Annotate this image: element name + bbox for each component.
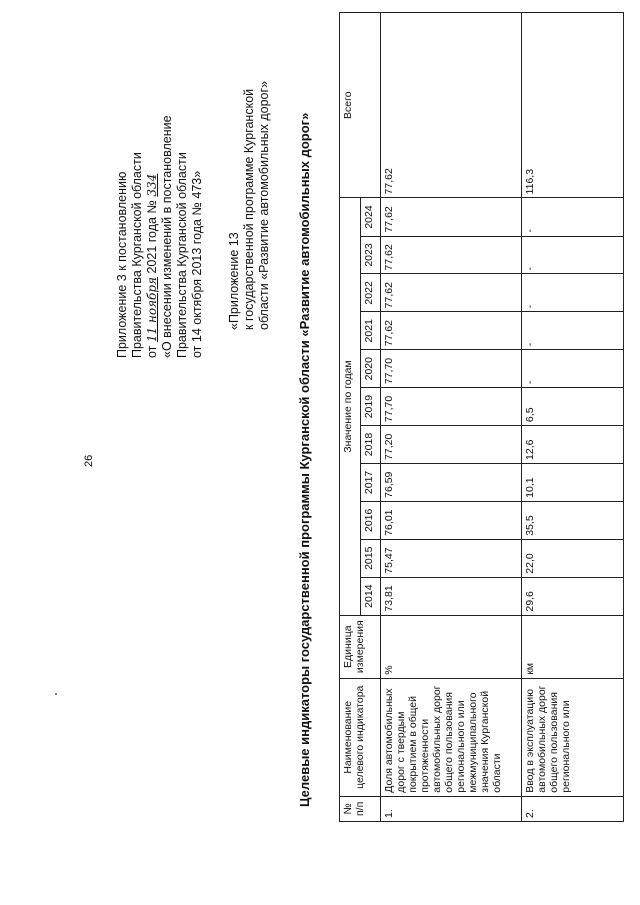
row-value: 29,6 bbox=[521, 577, 623, 615]
row-name: Ввод в эксплуатацию автомобильных дорог общего пользования регионального или bbox=[521, 678, 623, 796]
appendix-line-5: Правительства Курганской области bbox=[175, 152, 189, 358]
prilozhenie-line-3: области «Развитие автомобильных дорог» bbox=[257, 80, 271, 330]
row-total: 116,3 bbox=[521, 13, 623, 198]
row-value: 77,62 bbox=[381, 312, 522, 350]
row-value: 22,0 bbox=[521, 539, 623, 577]
appendix-line-6: от 14 октября 2013 года № 473» bbox=[190, 170, 204, 358]
row-num: 1. bbox=[381, 796, 522, 821]
indicators-table bbox=[339, 12, 624, 822]
header-unit: Единица измерения bbox=[340, 615, 381, 678]
table-row bbox=[381, 13, 522, 822]
header-num: № п/п bbox=[340, 796, 381, 821]
appendix-line-3 bbox=[145, 115, 160, 358]
row-value: 77,62 bbox=[381, 274, 522, 312]
year-header: 2020 bbox=[361, 350, 381, 388]
row-unit: км bbox=[521, 615, 623, 678]
year-header: 2021 bbox=[361, 312, 381, 350]
row-value: 76,59 bbox=[381, 463, 522, 501]
row-value: - bbox=[521, 312, 623, 350]
prilozhenie-line-2: к государственной программе Курганской bbox=[242, 88, 256, 330]
table-row bbox=[521, 13, 623, 822]
year-header: 2022 bbox=[361, 274, 381, 312]
row-value: 77,70 bbox=[381, 388, 522, 426]
appendix-num-sign: № bbox=[145, 200, 159, 214]
appendix-line-2: Правительства Курганской области bbox=[130, 152, 144, 358]
appendix-line-4: «О внесении изменений в постановление bbox=[160, 115, 174, 358]
year-header: 2014 bbox=[361, 577, 381, 615]
row-name: Доля автомобильных дорог с твердым покрытием в общей протяженности автомобильных дорог общего пользования регионального или межмуниципального значения Курганской области bbox=[381, 678, 522, 796]
handwritten-number: 334 bbox=[145, 173, 159, 197]
row-value: - bbox=[521, 274, 623, 312]
row-value: 77,70 bbox=[381, 350, 522, 388]
row-value: 35,5 bbox=[521, 501, 623, 539]
year-header: 2015 bbox=[361, 539, 381, 577]
prilozhenie-line-1: «Приложение 13 bbox=[227, 232, 241, 330]
year-header: 2017 bbox=[361, 463, 381, 501]
row-value: 10,1 bbox=[521, 463, 623, 501]
row-value: 77,62 bbox=[381, 198, 522, 236]
year-header: 2023 bbox=[361, 236, 381, 274]
header-name: Наименование целевого индикатора bbox=[340, 678, 381, 796]
row-value: 77,20 bbox=[381, 426, 522, 464]
prilozhenie-header bbox=[227, 81, 272, 330]
header-total: Всего bbox=[340, 13, 381, 198]
year-header: 2016 bbox=[361, 501, 381, 539]
appendix-header bbox=[115, 115, 205, 358]
row-total: 77,62 bbox=[381, 13, 522, 198]
table-title: Целевые индикаторы государственной программы Курганской области «Развитие автомобильных дорог» bbox=[297, 112, 312, 807]
row-value: - bbox=[521, 350, 623, 388]
row-value: 12,6 bbox=[521, 426, 623, 464]
appendix-line-1: Приложение 3 к постановлению bbox=[115, 171, 129, 358]
page-number: 26 bbox=[83, 454, 95, 467]
row-value: 76,01 bbox=[381, 501, 522, 539]
header-values: Значение по годам bbox=[340, 198, 361, 615]
year-header: 2019 bbox=[361, 388, 381, 426]
row-value: 77,62 bbox=[381, 236, 522, 274]
row-unit: % bbox=[381, 615, 522, 678]
row-value: 6,5 bbox=[521, 388, 623, 426]
row-value: 73,81 bbox=[381, 577, 522, 615]
year-header: 2018 bbox=[361, 426, 381, 464]
row-value: 75,47 bbox=[381, 539, 522, 577]
handwritten-date: 11 ноября bbox=[145, 277, 159, 343]
row-value: - bbox=[521, 236, 623, 274]
row-value: - bbox=[521, 198, 623, 236]
appendix-year: 2021 года bbox=[145, 217, 159, 274]
year-header: 2024 bbox=[361, 198, 381, 236]
appendix-from: от bbox=[145, 345, 159, 358]
row-num: 2. bbox=[521, 796, 623, 821]
